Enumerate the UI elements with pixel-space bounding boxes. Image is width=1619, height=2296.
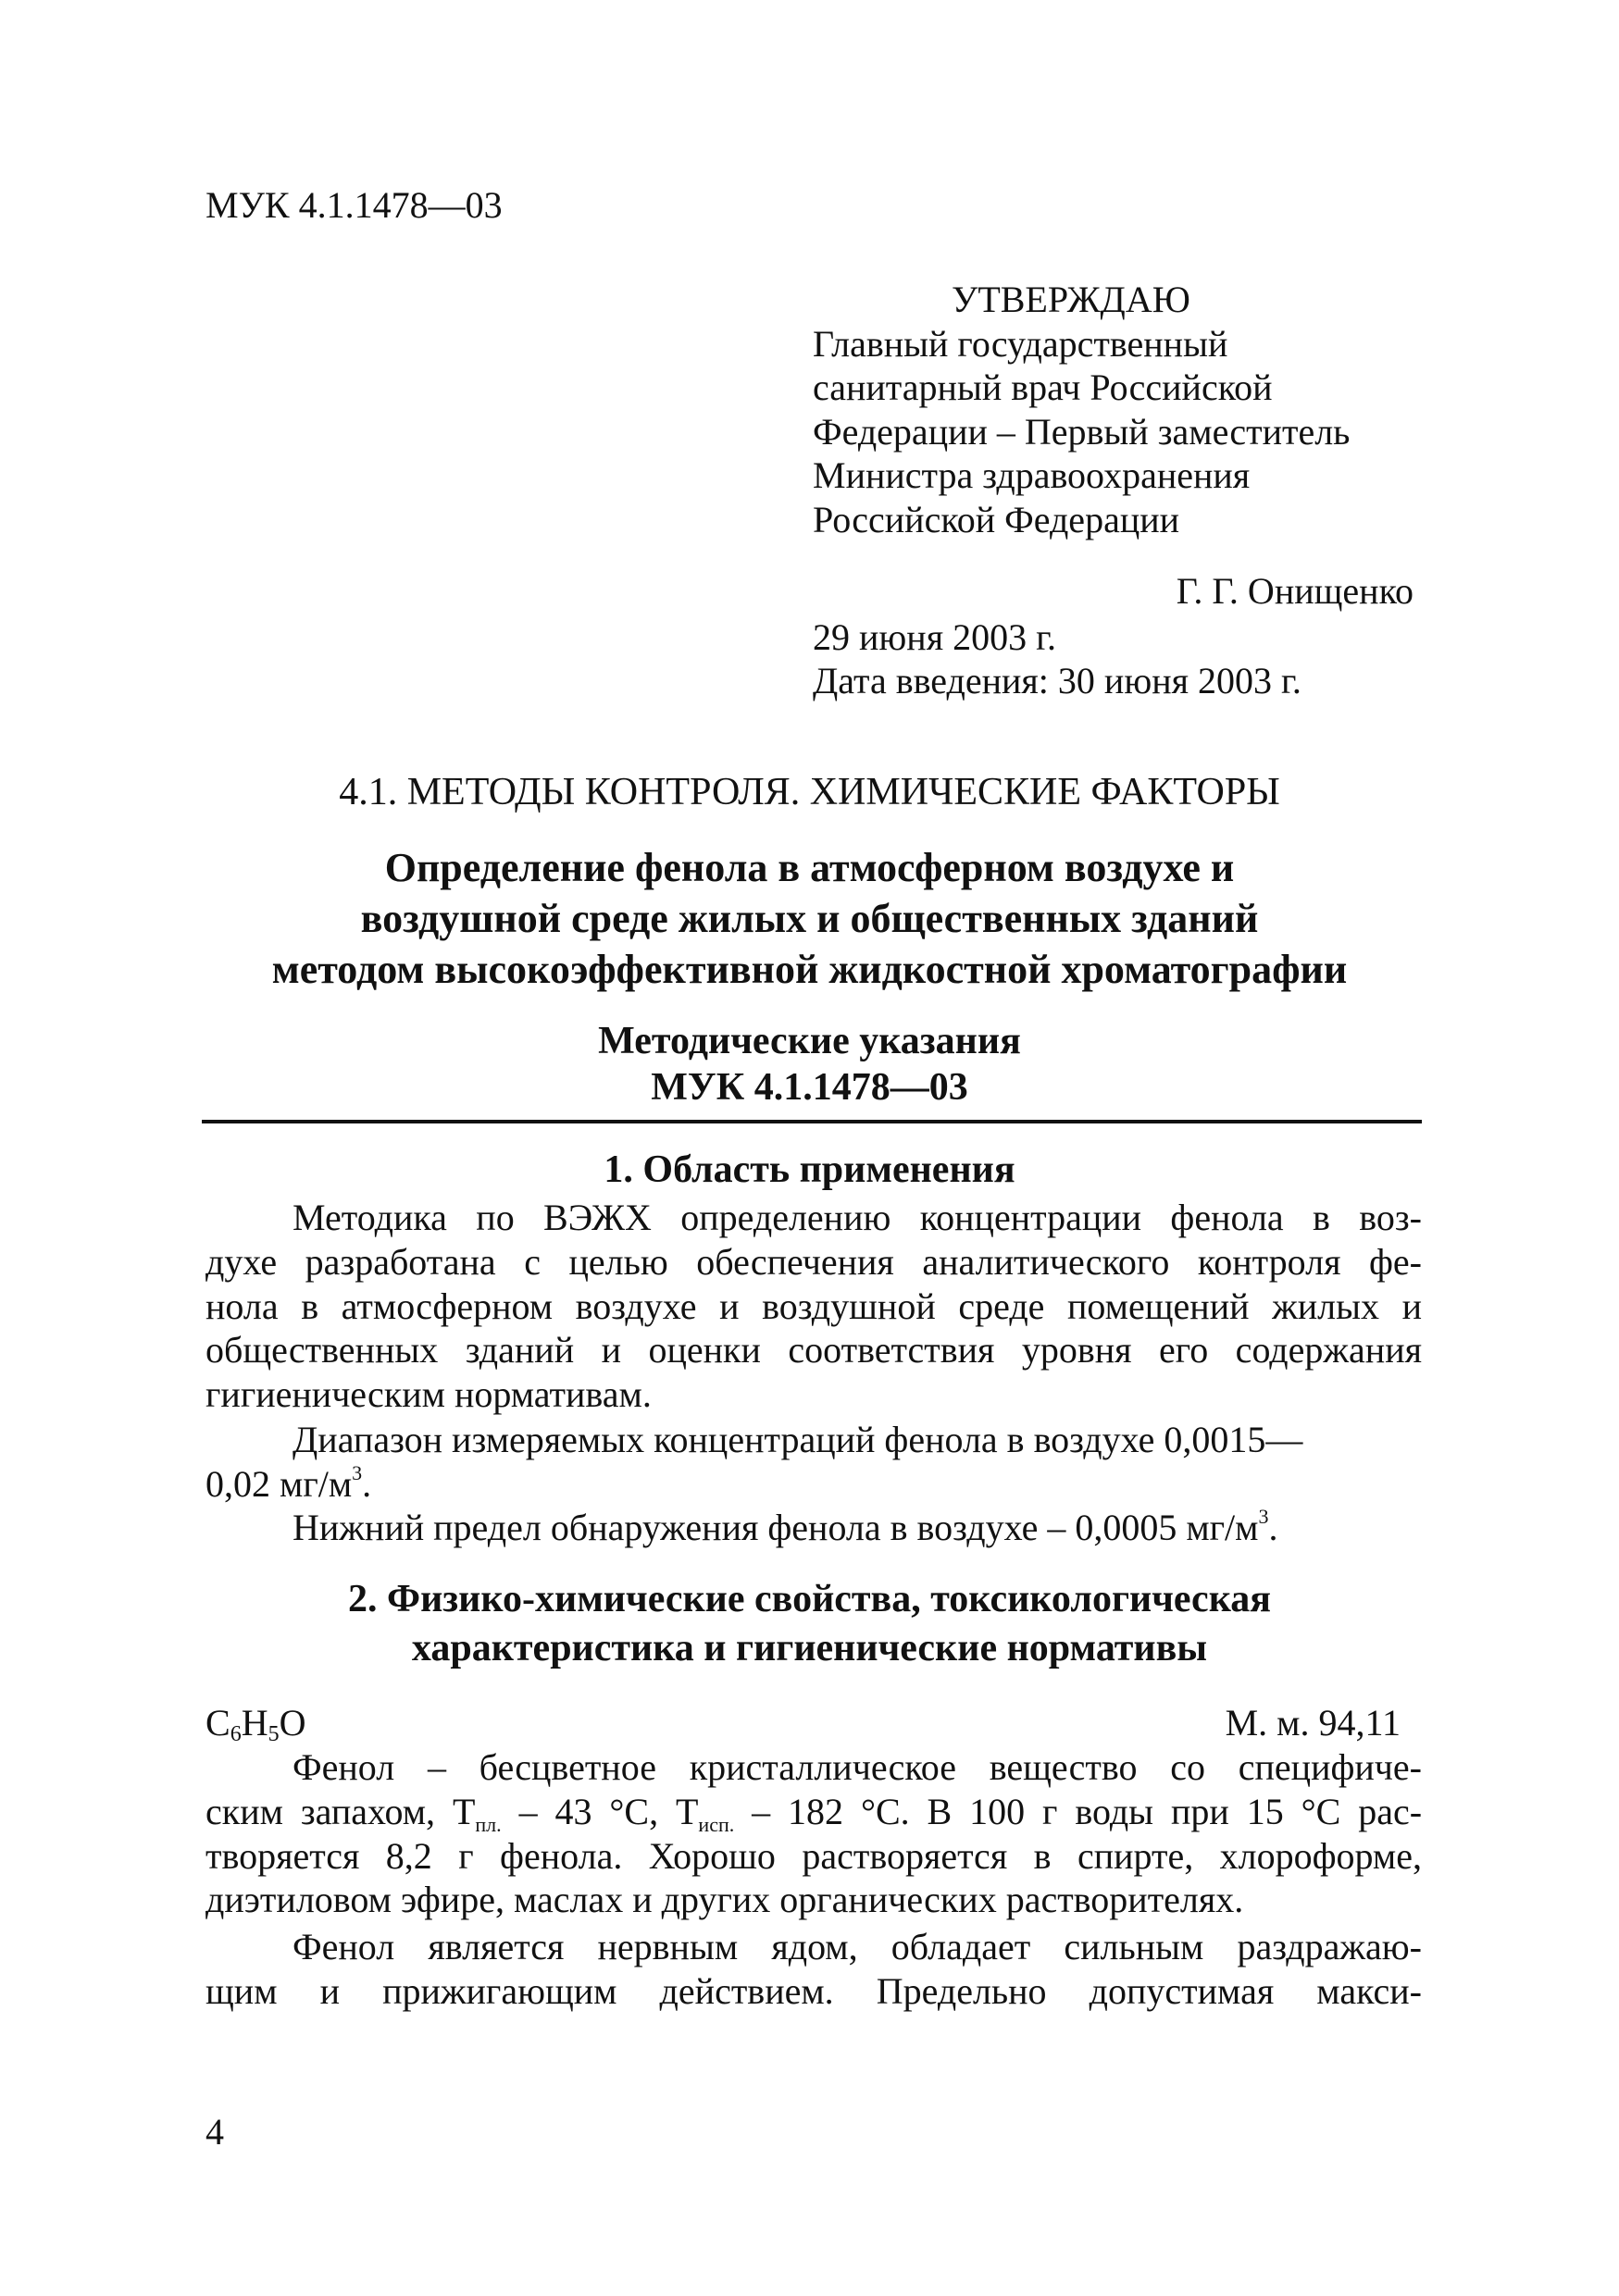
boiling-subscript: исп. [698,1812,735,1836]
section-caption: 4.1. МЕТОДЫ КОНТРОЛЯ. ХИМИЧЕСКИЕ ФАКТОРЫ [339,771,1280,813]
approval-line: Министра здравоохранения [813,454,1251,496]
superscript: 3 [1258,1505,1269,1528]
section-1-paragraph-1 [205,1196,1422,1417]
formula-subscript: 5 [268,1722,280,1746]
text-line: нола в атмосферном воздухе и воздушной среде помещений жилых и [205,1285,1422,1327]
text-fragment: – 182 °С. В 100 г воды при 15 °С рас- [734,1790,1423,1832]
approval-line: Федерации – Первый заместитель [813,410,1351,453]
punctuation: . [1268,1507,1278,1548]
approval-block [813,278,1350,541]
document-subtitle [0,1018,1619,1111]
formula-element: O [279,1702,306,1744]
formula-subscript: 6 [230,1722,242,1746]
page-number: 4 [205,2111,224,2153]
approval-dates [813,615,1301,702]
title-line: воздушной среде жилых и общественных зданий [360,896,1259,941]
text-line: Диапазон измеряемых концентраций фенола в воздухе 0,0015— [293,1419,1303,1460]
approval-title: УТВЕРЖДАЮ [952,279,1190,320]
title-line: методом высокоэффективной жидкостной хроматографии [271,947,1348,992]
approval-line: санитарный врач Российской [813,366,1273,408]
section-1-paragraph-3 [205,1506,1422,1550]
approval-date: 29 июня 2003 г. [813,616,1056,658]
formula-row [205,1701,1401,1744]
text-line: диэтиловом эфире, маслах и других органических растворителях. [205,1879,1244,1921]
subtitle-line: Методические указания [598,1020,1021,1062]
approval-line: Главный государственный [813,322,1228,365]
approval-line: Российской Федерации [813,498,1180,540]
detection-limit-text: Нижний предел обнаружения фенола в воздухе – 0,0005 мг/м [293,1507,1259,1548]
section-1-heading [0,1146,1619,1195]
section-2-paragraph-1 [205,1745,1422,1922]
text-line: творяется 8,2 г фенола. Хорошо растворяется в спирте, хлороформе, [205,1834,1422,1877]
text-fragment: – 43 °С, Т [501,1790,699,1832]
section-2-paragraph-2 [205,1925,1422,2014]
range-value: 0,02 мг/м [205,1462,353,1505]
section-heading-text: 2. Физико-химические свойства, токсикологическая [348,1578,1271,1620]
formula-element: C [205,1702,230,1744]
section-heading-text: характеристика и гигиенические нормативы [411,1627,1208,1669]
text-line: общественных зданий и оценки соответствия уровня его содержания [205,1329,1422,1371]
text-line: щим и прижигающим действием. Предельно допустимая макси- [205,1969,1422,2012]
molecular-weight: М. м. 94,11 [1225,1702,1401,1744]
text-line: Фенол является нервным ядом, обладает сильным раздражаю- [293,1926,1422,1967]
subtitle-line: МУК 4.1.1478—03 [651,1066,968,1109]
text-fragment: ским запахом, Т [205,1790,476,1832]
introduction-date: Дата введения: 30 июня 2003 г. [813,660,1301,701]
text-line [205,1506,1422,1550]
formula-element: H [241,1702,268,1744]
section-2-heading [0,1575,1619,1673]
melting-subscript: пл. [475,1812,502,1836]
document-code-header: МУК 4.1.1478—03 [205,184,503,226]
superscript: 3 [352,1460,363,1484]
text-line: Фенол – бесцветное кристаллическое вещество со специфиче- [293,1746,1422,1788]
section-1-paragraph-2 [205,1418,1422,1507]
text-line [205,1462,1422,1507]
text-line: Методика по ВЭЖХ определению концентрации фенола в воз- [293,1197,1422,1238]
title-line: Определение фенола в атмосферном воздухе и [384,845,1235,890]
section-heading-text: 1. Область применения [604,1148,1015,1191]
text-line: духе разработана с целью обеспечения аналитического контроля фе- [205,1240,1422,1283]
punctuation: . [362,1462,372,1505]
text-line: гигиеническим нормативам. [205,1373,652,1416]
text-line [205,1790,1422,1834]
document-title [0,842,1619,995]
title-divider [202,1120,1422,1123]
chemical-formula [205,1702,305,1744]
approval-signer: Г. Г. Онищенко [1176,570,1414,612]
